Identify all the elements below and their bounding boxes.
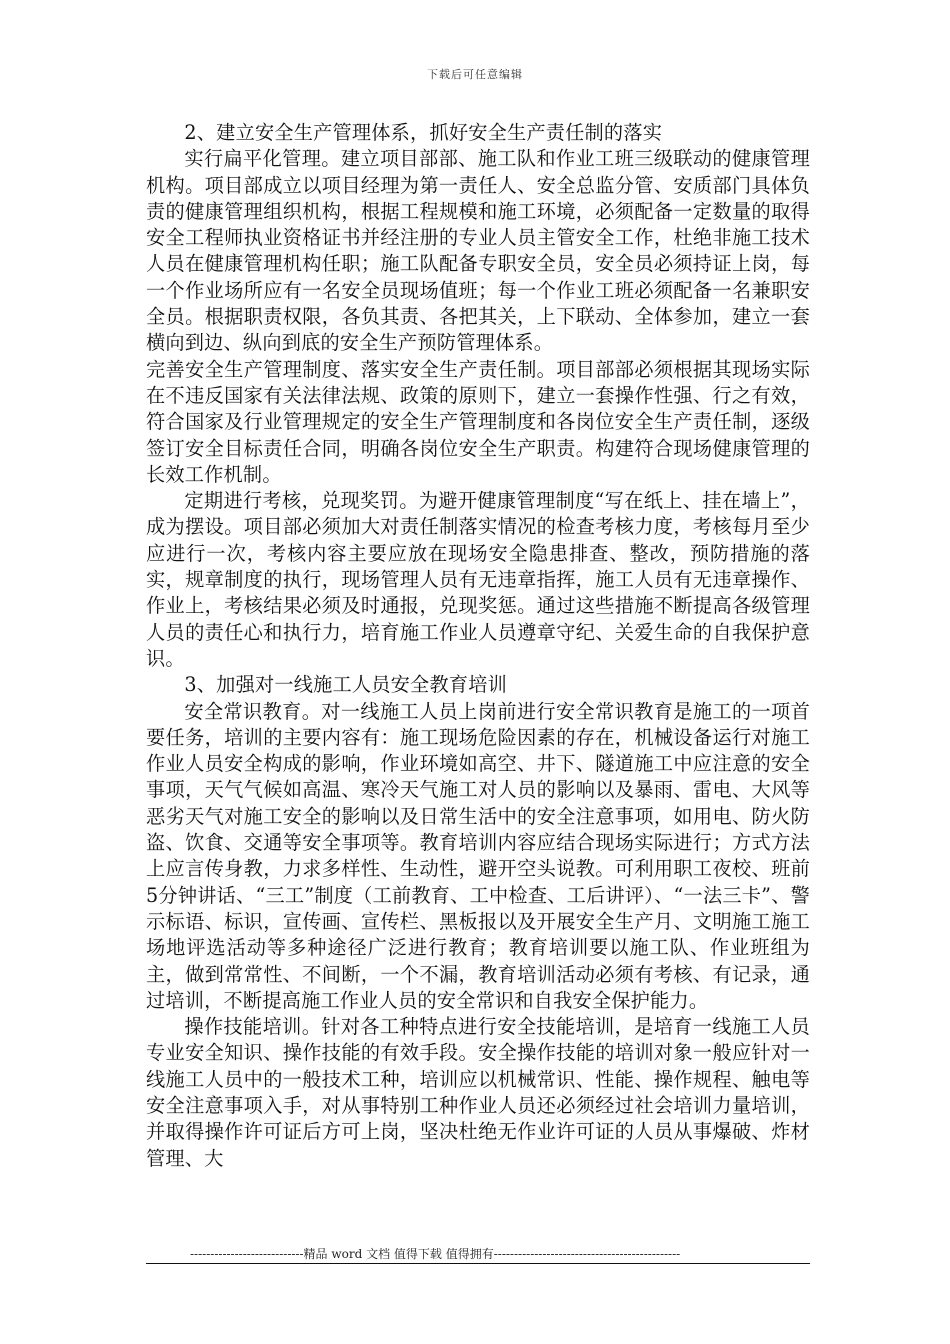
section-heading-3: 3、加强对一线施工人员安全教育培训: [184, 673, 507, 697]
document-body: [146, 120, 810, 1172]
section-heading-2: 2、建立安全生产管理体系，抓好安全生产责任制的落实: [184, 121, 663, 144]
paragraph-flat-management: 实行扁平化管理。建立项目部部、施工队和作业工班三级联动的健康管理机构。项目部成立以项目经理为第一责任人、安全总监分管、安质部门具体负责的健康管理组织机构，根据工程规模和施工环境，必须配备一定数量的取得安全工程师执业资格证书并经注册的专业人员主管安全工作，杜绝非施工技术人员在健康管理机构任职；施工队配备专职安全员，安全员必须持证上岗，每一个作业场所应有一名安全员现场值班；每一个作业工班必须配备一名兼职安全员。根据职责权限，各负其责、各把其关，上下联动、全体参加，建立一套横向到边、纵向到底的安全生产预防管理体系。: [146, 147, 810, 355]
paragraph-skill-training: 操作技能培训。针对各工种特点进行安全技能培训，是培育一线施工人员专业安全知识、操作技能的有效手段。安全操作技能的培训对象一般应针对一线施工人员中的一般技术工种，培训应以机械常识、性能、操作规程、触电等安全注意事项入手，对从事特别工种作业人员还必须经过社会培训力量培训，并取得操作许可证后方可上岗，坚决杜绝无作业许可证的人员从事爆破、炸材管理、大: [146, 1015, 810, 1170]
paragraph-assessment: 定期进行考核，兑现奖罚。为避开健康管理制度“写在纸上、挂在墙上”，成为摆设。项目部必须加大对责任制落实情况的检查考核力度，考核每月至少应进行一次，考核内容主要应放在现场安全隐患排查、整改，预防措施的落实，规章制度的执行，现场管理人员有无违章指挥，施工人员有无违章操作、作业上，考核结果必须及时通报，兑现奖惩。通过这些措施不断提高各级管理人员的责任心和执行力，培育施工作业人员遵章守纪、关爱生命的自我保护意识。: [146, 489, 810, 670]
footer-divider: [146, 1263, 810, 1264]
page-header: 下载后可任意编辑: [427, 68, 523, 81]
paragraph-safety-system: 完善安全生产管理制度、落实安全生产责任制。项目部部必须根据其现场实际在不违反国家有关法律法规、政策的原则下，建立一套操作性强、行之有效，符合国家及行业管理规定的安全生产管理制度和各岗位安全生产责任制，逐级签订安全目标责任合同，明确各岗位安全生产职责。构建符合现场健康管理的长效工作机制。: [146, 357, 810, 486]
page-footer: ----------------------------精品 word 文档 值得下载 值得拥有----------------------------------------------: [190, 1247, 681, 1261]
paragraph-safety-education: 安全常识教育。对一线施工人员上岗前进行安全常识教育是施工的一项首要任务，培训的主要内容有：施工现场危险因素的存在，机械设备运行对施工作业人员安全构成的影响，作业环境如高空、井下、隧道施工中应注意的安全事项，天气气候如高温、寒冷天气施工对人员的影响以及暴雨、雷电、大风等恶劣天气对施工安全的影响以及日常生活中的安全注意事项，如用电、防火防盗、饮食、交通等安全事项等。教育培训内容应结合现场实际进行；方式方法上应言传身教，力求多样性、生动性，避开空头说教。可利用职工夜校、班前5分钟讲话、“三工”制度（工前教育、工中检查、工后讲评）、“一法三卡”、警示标语、标识，宣传画、宣传栏、黑板报以及开展安全生产月、文明施工施工场地评选活动等多种途径广泛进行教育；教育培训要以施工队、作业班组为主，做到常常性、不间断，一个不漏，教育培训活动必须有考核、有记录，通过培训，不断提高施工作业人员的安全常识和自我安全保护能力。: [146, 699, 810, 1012]
